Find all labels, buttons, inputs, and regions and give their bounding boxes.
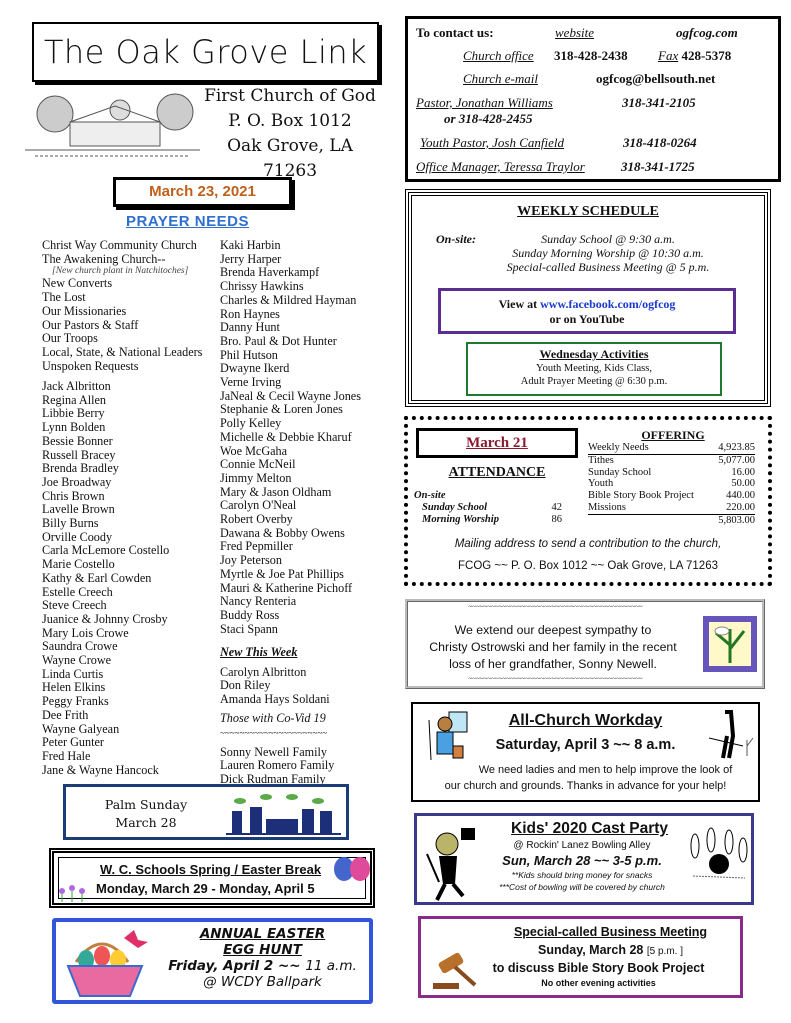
church-name: First Church of God	[204, 86, 376, 106]
list-item: Juanice & Johnny Crosby	[42, 611, 168, 626]
mailing-note: Mailing address to send a contribution to the church,	[454, 538, 722, 550]
wednesday-heading: Wednesday Activities	[539, 347, 649, 361]
list-item: Dick Rudman Family	[220, 771, 326, 786]
list-item: Amanda Hays Soldani	[220, 692, 330, 707]
list-item: Bro. Paul & Dot Hunter	[220, 333, 337, 348]
list-item: Unspoken Requests	[42, 358, 139, 373]
easter-eggs-icon	[332, 855, 372, 883]
offering-total: 5,803.00	[718, 514, 755, 526]
prayer-list-general	[42, 239, 202, 373]
email-link[interactable]: ogfcog@bellsouth.net	[596, 71, 716, 86]
office-phone: 318-428-2438	[554, 48, 628, 63]
list-item: Sonny Newell Family	[220, 744, 327, 759]
office-manager-phone: 318-341-1725	[621, 159, 695, 174]
gardener-icon	[705, 708, 755, 762]
list-item: Brenda Bradley	[42, 461, 119, 476]
list-item: New Converts	[42, 276, 113, 291]
list-item: Fred Pepmiller	[220, 539, 293, 554]
list-item: Libbie Berry	[42, 406, 105, 421]
masthead-title-box	[32, 22, 379, 82]
offering-heading: OFFERING	[641, 428, 705, 442]
offering-row	[588, 502, 755, 514]
spring-break-box	[49, 848, 375, 908]
offering-value: 220.00	[726, 501, 755, 513]
workday-line1: We need ladies and men to help improve the look of	[478, 764, 733, 776]
offering-row	[588, 490, 755, 502]
list-item: Chris Brown	[42, 488, 105, 503]
list-item: Wayne Galyean	[42, 721, 120, 736]
offering-row	[588, 455, 755, 467]
list-item: Linda Curtis	[42, 666, 104, 681]
list-item: Our Missionaries	[42, 303, 127, 318]
egg-title1: ANNUAL EASTER	[199, 926, 326, 942]
list-item: Mary & Jason Oldham	[220, 484, 332, 499]
list-item: Verne Irving	[220, 375, 282, 390]
fax-label: Fax	[658, 48, 679, 63]
list-item: Joe Broadway	[42, 474, 112, 489]
list-item-note: [New church plant in Natchitoches]	[52, 266, 189, 277]
break-title: W. C. Schools Spring / Easter Break	[100, 862, 322, 877]
list-item: The Lost	[42, 290, 86, 305]
list-item: Mauri & Katherine Pichoff	[220, 580, 353, 595]
schedule-worship: Sunday Morning Worship @ 10:30 a.m.	[512, 246, 704, 260]
list-item: Myrtle & Joe Pat Phillips	[220, 566, 344, 581]
list-item: Carolyn Albritton	[220, 664, 307, 679]
list-item: Phil Hutson	[220, 347, 278, 362]
schedule-business-meeting: Special-called Business Meeting @ 5 p.m.	[506, 260, 710, 274]
attendance-row	[422, 502, 562, 514]
list-item: Jimmy Melton	[220, 470, 292, 485]
list-item: Bessie Bonner	[42, 433, 113, 448]
egg-where: @ WCDY Ballpark	[203, 974, 322, 990]
kids-party-box	[414, 813, 754, 905]
offering-label: Tithes	[588, 454, 614, 466]
youth-pastor-phone: 318-418-0264	[623, 135, 697, 150]
view-at-label: View at	[498, 297, 541, 311]
list-item: Buddy Ross	[220, 607, 280, 622]
report-date: March 21	[416, 428, 578, 458]
list-item: The Awakening Church--	[42, 251, 166, 266]
list-item: Orville Coody	[42, 529, 113, 544]
easter-basket-icon	[62, 926, 152, 1000]
list-item: Our Pastors & Staff	[42, 317, 139, 332]
schedule-sunday-school: Sunday School @ 9:30 a.m.	[541, 232, 675, 246]
weekly-needs-value: 4,923.85	[718, 442, 755, 453]
list-item: Jerry Harper	[220, 251, 282, 266]
palm-sunday-box	[63, 784, 349, 840]
newsletter-title: The Oak Grove Link	[43, 33, 368, 71]
lily-icon	[702, 615, 758, 673]
list-item: Jack Albritton	[42, 379, 111, 393]
list-item: Mary Lois Crowe	[42, 625, 129, 640]
mailing-address: FCOG ~~ P. O. Box 1012 ~~ Oak Grove, LA 71263	[458, 560, 718, 572]
prayer-list-names-right	[220, 239, 361, 636]
list-item: Russell Bracey	[42, 447, 116, 462]
sympathy-divider-top: ~~~~~~~~~~~~~~~~~~~~~~~~~~~~~~~~~~~~~~~~~~~~~~	[468, 603, 643, 611]
flowers-icon	[56, 883, 92, 903]
list-item: Dawana & Bobby Owens	[220, 525, 345, 540]
office-manager-label: Office Manager, Teressa Traylor	[416, 159, 585, 174]
meeting-purpose: to discuss Bible Story Book Project	[492, 961, 705, 975]
list-item: Carla McLemore Costello	[42, 543, 170, 558]
meeting-note: No other evening activities	[541, 978, 656, 988]
list-item: Connie McNeil	[220, 457, 296, 472]
egg-day: Friday, April 2 ~~	[168, 958, 306, 974]
meeting-time: [5 p.m. ]	[646, 946, 683, 957]
list-item: Wayne Crowe	[42, 653, 112, 668]
offering-row	[588, 478, 755, 490]
offering-value: 16.00	[731, 466, 755, 478]
business-meeting-box	[418, 916, 743, 998]
list-item: Peggy Franks	[42, 694, 109, 709]
kids-title: Kids' 2020 Cast Party	[511, 820, 669, 837]
list-item: Lavelle Brown	[42, 502, 115, 517]
list-item: Lynn Bolden	[42, 420, 106, 435]
city: Oak Grove, LA 71263	[227, 136, 353, 181]
list-item: Dee Frith	[42, 707, 89, 722]
covid-heading: Those with Co-Vid 19	[220, 710, 326, 725]
workday-title: All-Church Workday	[508, 712, 663, 729]
list-item: Peter Gunter	[42, 735, 104, 750]
wednesday-line1: Youth Meeting, Kids Class,	[536, 363, 652, 374]
kids-note1: **Kids should bring money for snacks	[511, 870, 653, 880]
sympathy-line2: Christy Ostrowski and her family in the recent	[429, 640, 677, 654]
weekly-schedule-box	[408, 192, 768, 404]
youth-pastor-label: Youth Pastor, Josh Canfield	[420, 135, 564, 150]
po-box: P. O. Box 1012	[228, 111, 352, 131]
attendance-row	[422, 514, 562, 526]
meeting-title: Special-called Business Meeting	[513, 925, 708, 939]
list-item: Local, State, & National Leaders	[42, 344, 203, 359]
attendance-value: 86	[551, 514, 562, 525]
list-item: Chrissy Hawkins	[220, 279, 304, 294]
list-item: Ron Haynes	[220, 306, 280, 321]
egg-time: 11 a.m.	[305, 958, 357, 974]
list-item: Our Troops	[42, 331, 98, 346]
workday-box	[411, 702, 760, 802]
list-item: Joy Peterson	[220, 553, 282, 568]
youtube-label: or on YouTube	[549, 312, 625, 326]
list-item: Estelle Creech	[42, 584, 113, 599]
sympathy-divider-bottom: ~~~~~~~~~~~~~~~~~~~~~~~~~~~~~~~~~~~~~~~~~~~~~~	[468, 675, 643, 683]
meeting-when: Sunday, March 28	[538, 943, 644, 957]
list-item: Carolyn O'Neal	[220, 498, 297, 513]
list-item: Dwayne Ikerd	[220, 361, 290, 376]
dancing-man-icon	[423, 824, 483, 904]
onsite-label: On-site	[414, 490, 446, 501]
list-item: Billy Burns	[42, 516, 99, 531]
gavel-icon	[429, 951, 479, 993]
fax-number: 428-5378	[681, 48, 732, 63]
prayer-list-names-left	[42, 380, 169, 777]
list-item: JaNeal & Cecil Wayne Jones	[220, 388, 361, 403]
palm-line2: March 28	[115, 815, 177, 830]
offering-value: 50.00	[731, 478, 755, 490]
list-item: Danny Hunt	[220, 320, 280, 335]
list-item: Marie Costello	[42, 557, 115, 572]
list-item: Don Riley	[220, 678, 271, 693]
workday-line2: our church and grounds. Thanks in advance for your help!	[444, 780, 727, 792]
palm-line1: Palm Sunday	[104, 797, 188, 812]
issue-date: March 23, 2021	[113, 177, 292, 207]
wednesday-line2: Adult Prayer Meeting @ 6:30 p.m.	[520, 376, 668, 387]
list-item: Robert Overby	[220, 512, 293, 527]
sympathy-box	[405, 599, 765, 689]
new-this-week-heading: New This Week	[220, 645, 298, 659]
covid-divider: ~~~~~~~~~~~~~~~~~~~~~~	[220, 727, 328, 738]
pastor-label: Pastor, Jonathan Williams	[416, 95, 553, 110]
egg-title2: EGG HUNT	[223, 942, 302, 958]
website-label: website	[555, 25, 594, 40]
bowling-icon	[683, 826, 753, 886]
list-item: Kaki Harbin	[220, 238, 281, 252]
list-item: Charles & Mildred Hayman	[220, 292, 357, 307]
wednesday-box	[466, 342, 722, 396]
offering-label: Bible Story Book Project	[588, 490, 694, 502]
weekly-needs-label: Weekly Needs	[588, 442, 649, 453]
attendance-value: 42	[551, 502, 562, 513]
list-item: Steve Creech	[42, 598, 107, 613]
worker-icon	[425, 710, 470, 762]
attendance-heading: ATTENDANCE	[448, 465, 546, 480]
list-item: Jane & Wayne Hancock	[42, 762, 159, 777]
offering-label: Sunday School	[588, 466, 652, 478]
list-item: Nancy Renteria	[220, 594, 297, 609]
kids-note2: ***Cost of bowling will be covered by church	[499, 882, 665, 892]
sympathy-line1: We extend our deepest sympathy to	[454, 623, 652, 637]
break-dates: Monday, March 29 - Monday, April 5	[96, 881, 315, 896]
list-item: Regina Allen	[42, 392, 106, 407]
list-item: Polly Kelley	[220, 416, 282, 431]
email-label: Church e-mail	[463, 71, 538, 86]
list-item: Staci Spann	[220, 621, 278, 636]
contact-box	[405, 16, 781, 182]
social-links-box	[438, 288, 736, 334]
pastor-alt-phone: or 318-428-2455	[444, 111, 533, 126]
list-item: Christ Way Community Church	[42, 238, 197, 252]
palm-procession-icon	[226, 791, 341, 837]
prayer-list-new	[220, 646, 334, 787]
attendance-label: Morning Worship	[422, 514, 499, 525]
kids-when: Sun, March 28 ~~ 3-5 p.m.	[502, 853, 662, 868]
list-item: Stephanie & Loren Jones	[220, 402, 343, 417]
kids-where: @ Rockin' Lanez Bowling Alley	[513, 840, 651, 851]
offering-label: Youth	[588, 478, 614, 490]
facebook-link[interactable]: www.facebook.com/ogfcog	[540, 297, 676, 311]
offering-value: 440.00	[726, 490, 755, 502]
schedule-heading: WEEKLY SCHEDULE	[517, 204, 659, 219]
egg-hunt-box	[52, 918, 373, 1004]
list-item: Helen Elkins	[42, 680, 106, 695]
attendance-label: Sunday School	[422, 502, 488, 513]
list-item: Saundra Crowe	[42, 639, 118, 654]
list-item: Brenda Haverkampf	[220, 265, 320, 280]
list-item: Lauren Romero Family	[220, 758, 335, 773]
pastor-phone: 318-341-2105	[622, 95, 696, 110]
church-building-illustration	[25, 92, 200, 162]
attendance-offering-box	[404, 416, 772, 586]
workday-when: Saturday, April 3 ~~ 8 a.m.	[495, 737, 676, 753]
office-label: Church office	[463, 48, 534, 63]
offering-label: Missions	[588, 501, 626, 513]
prayer-needs-heading: PRAYER NEEDS	[126, 213, 249, 230]
list-item: Woe McGaha	[220, 443, 288, 458]
list-item: Fred Hale	[42, 748, 91, 763]
onsite-label: On-site:	[436, 232, 476, 246]
sympathy-line3: loss of her grandfather, Sonny Newell.	[449, 657, 657, 671]
website-link[interactable]: ogfcog.com	[676, 25, 738, 40]
offering-value: 5,077.00	[718, 454, 755, 466]
list-item: Kathy & Earl Cowden	[42, 570, 152, 585]
offering-row	[588, 467, 755, 479]
list-item: Michelle & Debbie Kharuf	[220, 429, 352, 444]
contact-label: To contact us:	[416, 25, 494, 40]
